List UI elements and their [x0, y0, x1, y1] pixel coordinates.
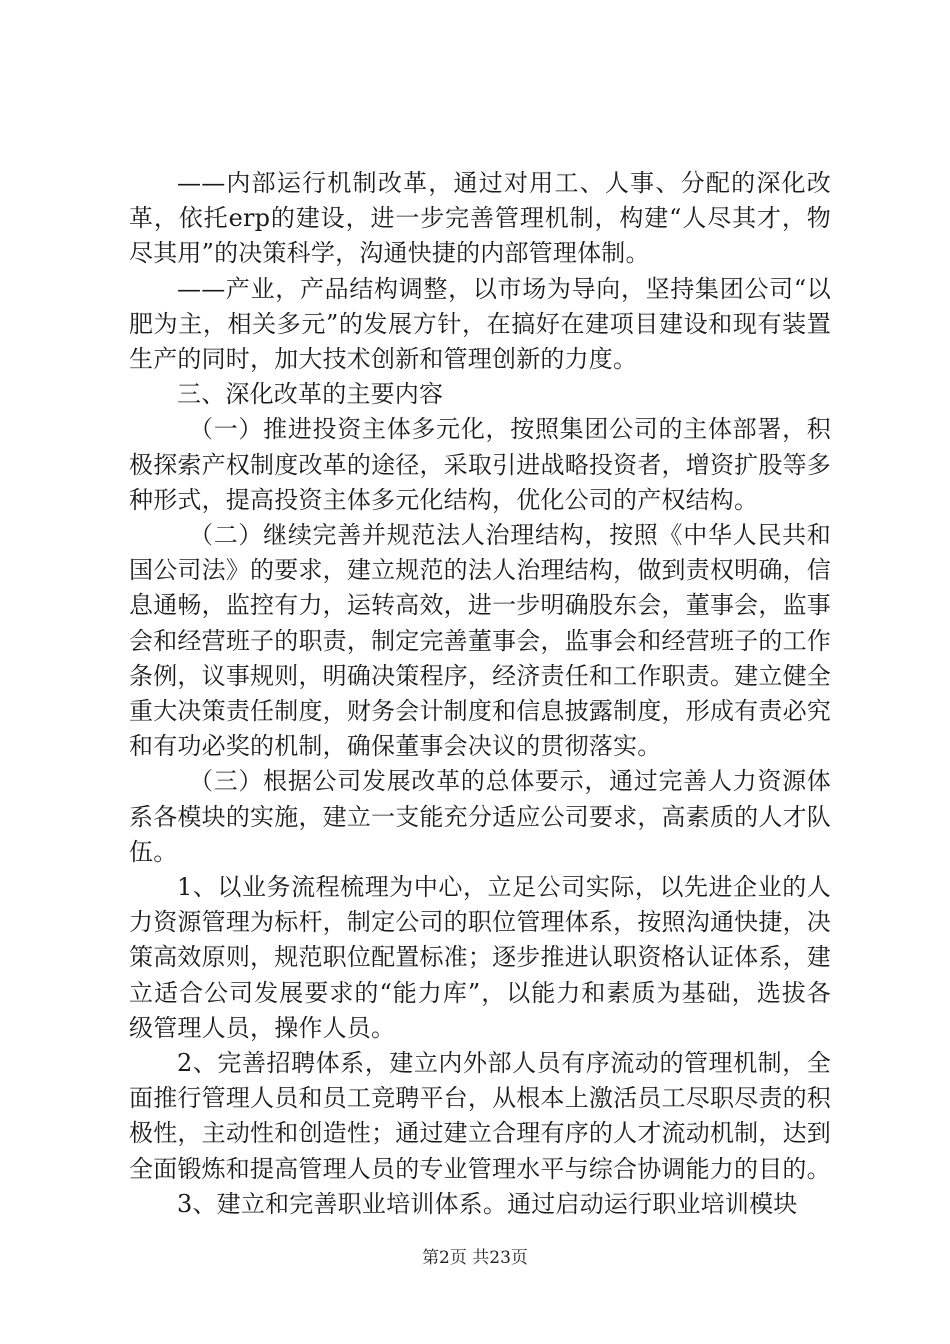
- document-body: [129, 166, 831, 1222]
- paragraph-item-2: （二）继续完善并规范法人治理结构，按照《中华人民共和国公司法》的要求，建立规范的法人治理结构，做到责权明确，信息通畅，监控有力，运转高效，进一步明确股东会，董事会，监事会和经营班子的职责，制定完善董事会，监事会和经营班子的工作条例，议事规则，明确决策程序，经济责任和工作职责。建立健全重大决策责任制度，财务会计制度和信息披露制度，形成有责必究和有功必奖的机制，确保董事会决议的贯彻落实。: [129, 521, 831, 761]
- page-number-footer: 第2页 共23页: [422, 1248, 528, 1268]
- paragraph-subitem-2: 2、完善招聘体系，建立内外部人员有序流动的管理机制，全面推行管理人员和员工竞聘平台，从根本上激活员工尽职尽责的积极性，主动性和创造性；通过建立合理有序的人才流动机制，达到全面锻炼和提高管理人员的专业管理水平与综合协调能力的目的。: [129, 1049, 831, 1183]
- paragraph-subitem-3: 3、建立和完善职业培训体系。通过启动运行职业培训模块: [177, 1189, 798, 1218]
- paragraph-subitem-1: 1、以业务流程梳理为中心，立足公司实际，以先进企业的人力资源管理为标杆，制定公司的职位管理体系，按照沟通快捷，决策高效原则，规范职位配置标准；逐步推进认职资格认证体系，建立适合公司发展要求的“能力库”，以能力和素质为基础，选拔各级管理人员，操作人员。: [129, 873, 831, 1042]
- paragraph-industry-structure: ——产业，产品结构调整，以市场为导向，坚持集团公司“以肥为主，相关多元”的发展方针，在搞好在建项目建设和现有装置生产的同时，加大技术创新和管理创新的力度。: [129, 274, 831, 374]
- paragraph-item-1: （一）推进投资主体多元化，按照集团公司的主体部署，积极探索产权制度改革的途径，采取引进战略投资者，增资扩股等多种形式，提高投资主体多元化结构，优化公司的产权结构。: [129, 415, 831, 514]
- paragraph-internal-mechanism: ——内部运行机制改革，通过对用工、人事、分配的深化改革，依托erp的建设，进一步完善管理机制，构建“人尽其才，物尽其用”的决策科学，沟通快捷的内部管理体制。: [129, 169, 831, 268]
- section-heading-3: 三、深化改革的主要内容: [177, 380, 444, 409]
- paragraph-item-3: （三）根据公司发展改革的总体要示，通过完善人力资源体系各模块的实施，建立一支能充分适应公司要求，高素质的人才队伍。: [129, 767, 831, 866]
